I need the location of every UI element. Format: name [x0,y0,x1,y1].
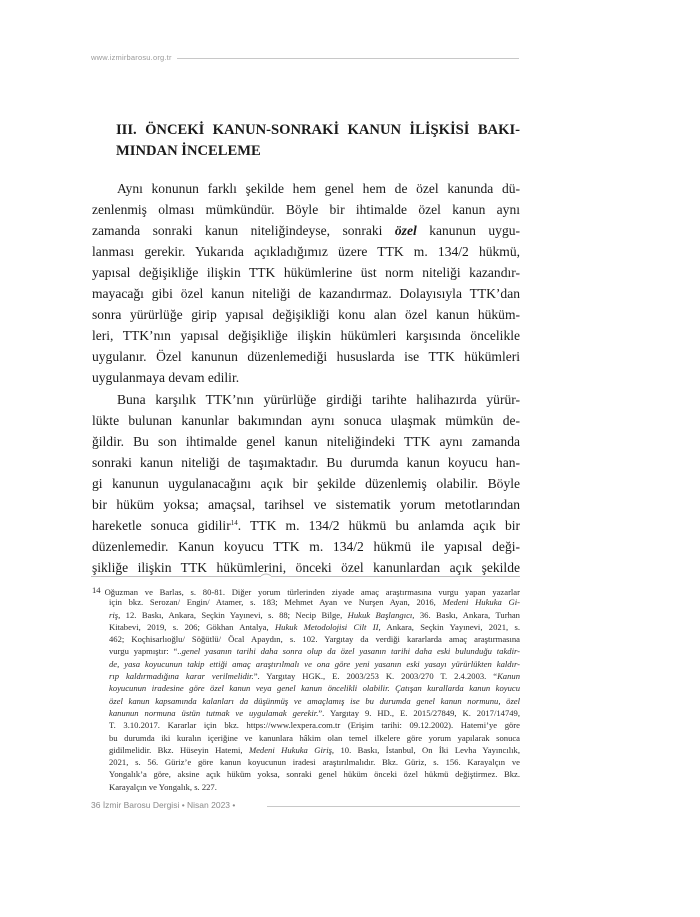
text-line: ğildir. Bu son ihtimalde genel kanun niteliğindeki TTK aynı zamanda [92,434,520,449]
text-line: Aynı konunun farklı şekilde hem genel hem de özel kanunda dü- [117,181,520,196]
text-line: düzenlemedir. Kanun koyucu TTK m. 134/2 hükmü ile yapısal deği- [92,539,520,554]
paragraph-2 [92,389,520,578]
footnote-line: koyucunun iradesine göre özel kanun veya genel kanun öncelikli olabilir. Çatışan kurallarda kanun koyucu [109,683,520,694]
footnote-line: 14 Oğuzman ve Barlas, s. 80-81. Diğer yorum türlerinden ziyade amaç araştırmasına vurgu yapan yazarlar [92,585,520,597]
journal-url: www.izmirbarosu.org.tr [91,53,172,62]
footnote-line: kanunun normuna üstün tutmak ve uygulamak gerekir.”. Yargıtay 9. HD., E. 2015/27849, K. 2017/14749, [109,707,521,718]
footnote-line: T. 3.10.2017. Kararlar için bkz. https://www.lexpera.com.tr (Erişim tarihi: 09.12.2002). Hatemi’ye göre [109,720,520,731]
footnote-line: özel kanun kapsamında kalanları da düşünmüş ve amaçlamış ise bu durumda genel kanun normunu, özel [109,695,520,706]
footnote-line: Yongalık’a göre, aksine açık hüküm yoksa, sonraki genel hüküm önceki özel hükmü değiştirmez. Bkz. [109,769,520,780]
heading-line: MINDAN İNCELEME [116,143,261,159]
text-line: uygulanır. Özel kanunun düzenlemediği hususlarda ise TTK hükümleri [92,349,520,364]
page-footer [91,800,520,814]
emphasis-ozel: özel [394,223,417,238]
footnote-line: gidilmelidir. Bkz. Hüseyin Hatemi, Medeni Hukuka Giriş, 10. Baskı, İstanbul, On İki Levha Yayıncılık, [109,744,520,755]
footnote-14 [92,584,520,793]
footnote-line: için bkz. Serozan/ Engin/ Atamer, s. 183; Mehmet Ayan ve Nurşen Ayan, 2016, Medeni Hukuka Gi- [109,597,520,608]
text-line: uygulanmaya devam edilir. [92,370,240,385]
text-line: şikliğe ilişkin TTK hükümlerini, önceki özel kanunlardan açık şekilde [92,560,520,575]
text-line: mayacağı gibi özel kanun niteliği de kazandırmaz. Dolayısıyla TTK’dan [92,286,520,301]
footnote-line: rıp kaldırmadığına karar verilmelidir.”. Yargıtay HGK., E. 2003/253 K. 2003/270 T. 2.4.2003. “Kanun [109,671,520,682]
footnote-line: de, yasa koyucunun takip ettiği amaç araştırılmalı ve ona göre yeni yasanın eski yasayı yürürlükten kaldır- [109,658,520,669]
paragraph-1 [92,178,520,388]
text-line: gi kanunun uygulanacağını açık bir şekilde düzenlemiş olabilir. Böyle [92,476,520,491]
footnote-line: 2021, s. 56. Güriz’e göre kanun koyucunun iradesi araştırılmalıdır. Bkz. Güriz, s. 156. Karayalçın ve [109,757,520,768]
text-line: lanması gerekir. Yukarıda açıkladığımız üzere TTK m. 134/2 hükmü, [92,244,520,259]
footnote-number: 14 [92,585,101,595]
text-line: bir hüküm yoksa; amaçsal, tarihsel ve sistematik yorum metotlarından [92,497,520,512]
footer-rule [267,806,520,807]
footnote-separator [91,572,520,580]
header-rule [177,58,519,59]
text-line: lükte bulunan kanunlar bakımından aynı sonuca ulaşmak mümkün de- [92,413,520,428]
text-line: zenlenmiş olması mümkündür. Böyle bir ihtimalde özel kanun aynı [92,202,520,217]
footnote-line: Karayalçın ve Yongalık, s. 227. [109,781,217,792]
footnote-line: bu durumda iki kuralın içeriğine ve kanunlara hâkim olan temel ilkelere göre yorum yapılarak sonuca [109,732,520,743]
heading-line: III. ÖNCEKİ KANUN-SONRAKİ KANUN İLİŞKİSİ BAKI- [116,122,520,138]
footnote-line: riş, 12. Baskı, Ankara, Seçkin Yayınevi, s. 88; Necip Bilge, Hukuk Başlangıcı, 36. Baskı, Ankara, Turhan [109,609,520,620]
footnote-line: 462; Koçhisarlıoğlu/ Söğütlü/ Öcal Apaydın, s. 102. Yargıtay da verdiği kararlarda amaç araştırmasına [109,634,520,645]
text-line: hareketle sonuca gidilir$^{14}$. TTK m. 134/2 hükmü bu anlamda açık bir [92,518,520,533]
text-line: zamanda sonraki kanun niteliğindeyse, sonraki özel kanunun uygu- [92,223,521,238]
text-line: leri, TTK’nın yapısal değişikliğe ilişkin hükümleri karşısında öncelikle [92,328,520,343]
footnote-line: Kitabevi, 2019, s. 206; Gökhan Antalya, Hukuk Metodolojisi Cilt II, Ankara, Seçkin Yayınevi, 2021, s. [109,621,520,632]
page-header [91,53,519,67]
footnote-ref[interactable]: 14 [230,519,238,527]
page-number-and-journal: 36 İzmir Barosu Dergisi • Nisan 2023 • [91,800,236,810]
section-heading [116,120,520,162]
text-line: sonraki kanun niteliği de taşımaktadır. Bu durumda kanun koyucu han- [92,455,520,470]
text-line: yapısal değişikliğe ilişkin TTK hükümlerine üst norm niteliği kazandır- [92,265,520,280]
text-line: sonra yürürlüğe girip yapısal değişikliği konu alan özel kanun hüküm- [92,307,520,322]
footnote-line: vurgu yapmıştır: “..genel yasanın tarihi daha sonra olup da özel yasanın tarihi daha eski bulunduğu takdir- [109,646,520,657]
text-line: Buna karşılık TTK’nın yürürlüğe girdiği tarihte halihazırda yürür- [117,392,520,407]
